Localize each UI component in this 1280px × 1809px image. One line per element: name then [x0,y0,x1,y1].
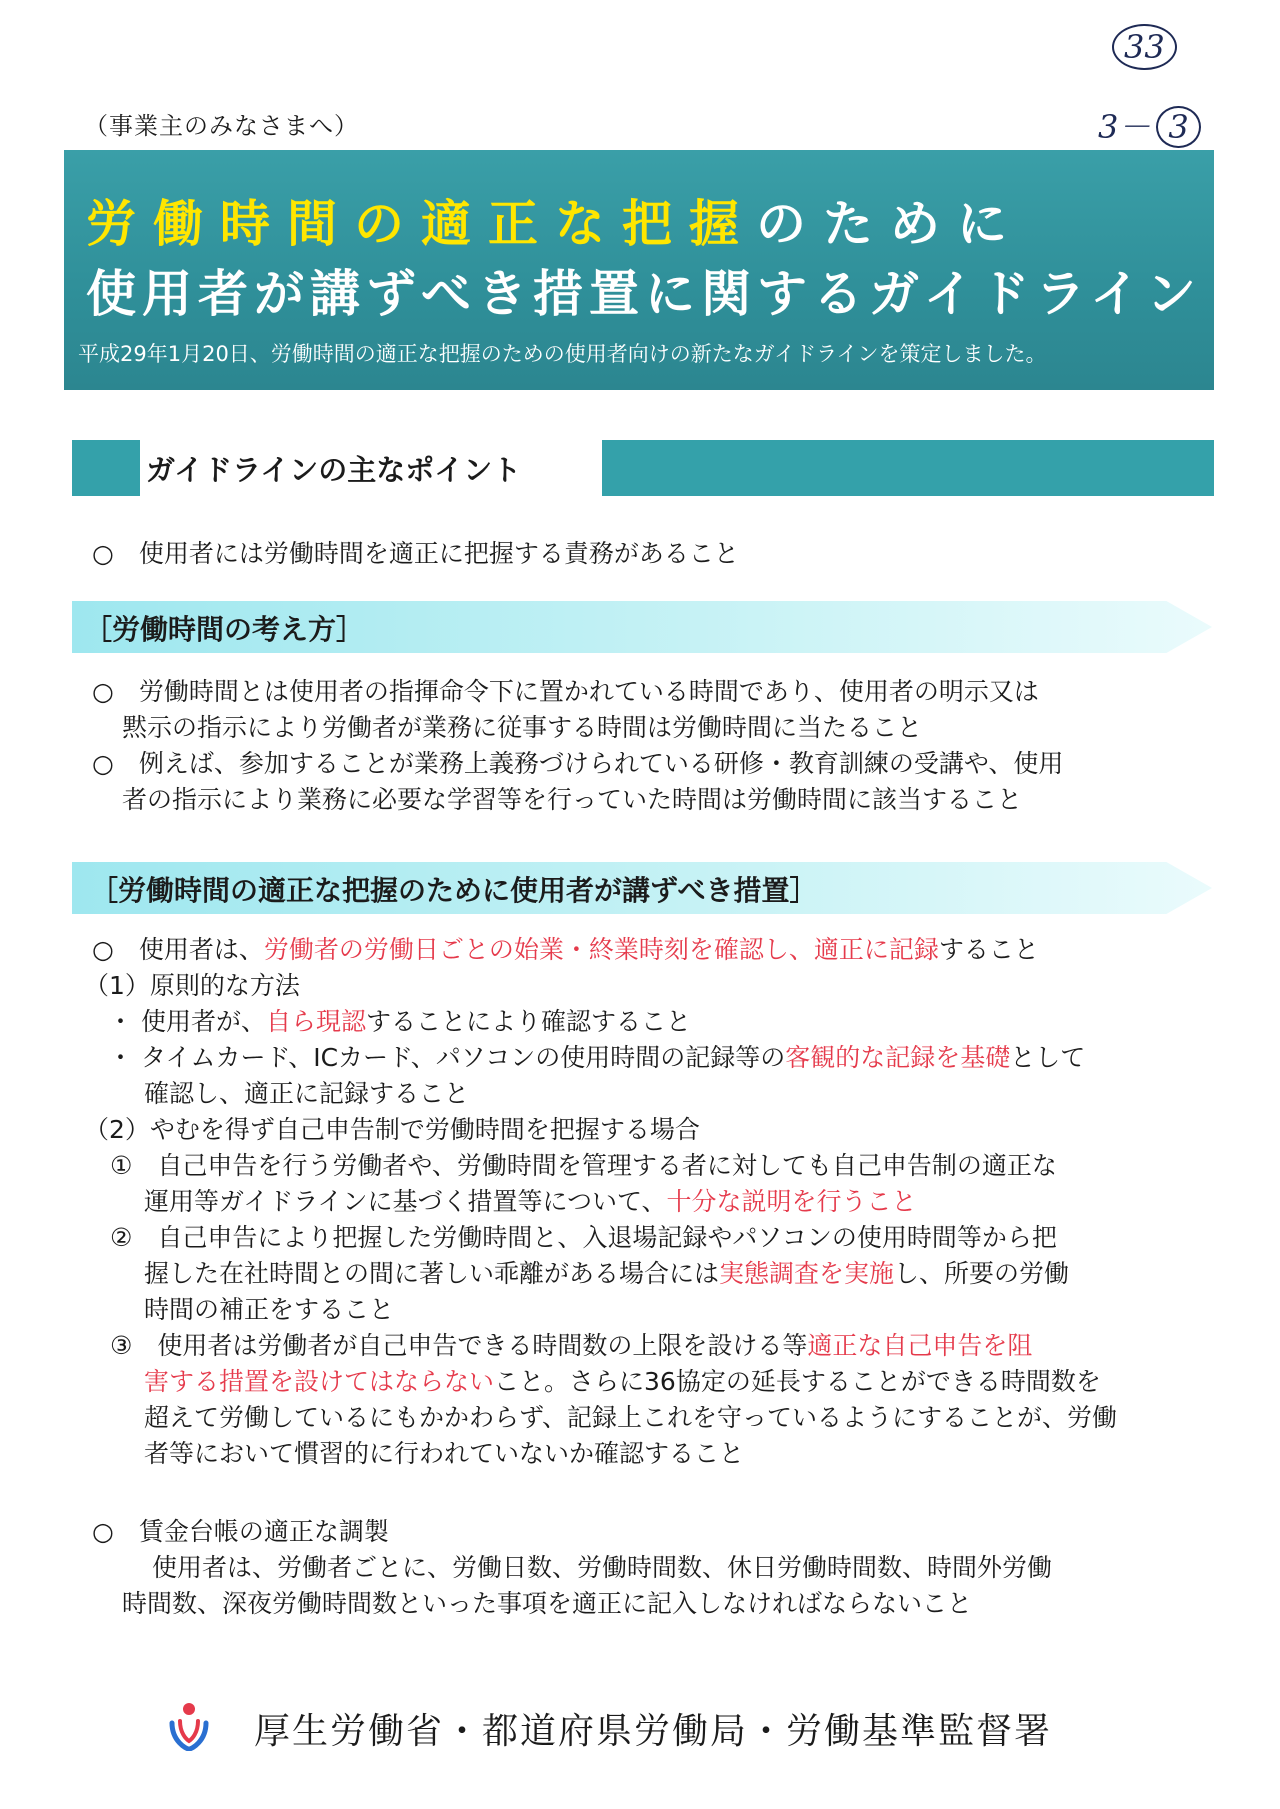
points-bar-right [602,440,1214,496]
points-bar-left [72,440,140,496]
handwritten-page-number: 33 [1112,24,1177,70]
concept-line: 黙示の指示により労働者が業務に従事する時間は労働時間に当たること [122,713,923,742]
measures-line: 握した在社時間との間に著しい乖離がある場合には実態調査を実施し、所要の労働 [144,1259,1070,1288]
banner-subtitle: 平成29年1月20日、労働時間の適正な把握のための使用者向けの新たなガイドラインを策定しました。 [78,342,1047,366]
handwritten-reference: 3－ 3 [1098,102,1201,148]
measures-line: ② 自己申告により把握した労働時間と、入退場記録やパソコンの使用時間等から把 [110,1223,1057,1252]
measures-line: 者等において慣習的に行われていないか確認すること [144,1439,745,1468]
section-heading-measures: ［労働時間の適正な把握のために使用者が講ずべき措置］ [90,874,818,907]
measures-line: ③ 使用者は労働者が自己申告できる時間数の上限を設ける等適正な自己申告を阻 [110,1331,1033,1360]
measures-line: ○ 使用者は、労働者の労働日ごとの始業・終業時刻を確認し、適正に記録すること [92,935,1039,964]
ministry-logo-icon [166,1701,212,1751]
wage-ledger-line: 時間数、深夜労働時間数といった事項を適正に記入しなければならないこと [122,1589,973,1618]
concept-line: 者の指示により業務に必要な学習等を行っていた時間は労働時間に該当すること [122,785,1023,814]
measures-line: （1）原則的な方法 [84,971,300,1000]
measures-line: ・ タイムカード、ICカード、パソコンの使用時間の記録等の客観的な記録を基礎として [108,1043,1086,1072]
measures-line: 時間の補正をすること [144,1295,395,1324]
measures-line: ① 自己申告を行う労働者や、労働時間を管理する者に対しても自己申告制の適正な [110,1151,1057,1180]
footer-issuer: 厚生労働省・都道府県労働局・労働基準監督署 [254,1711,1053,1752]
concept-line: ○ 例えば、参加することが業務上義務づけられている研修・教育訓練の受講や、使用 [92,749,1064,778]
wage-ledger-line: ○ 賃金台帳の適正な調製 [92,1517,389,1546]
measures-line: 確認し、適正に記録すること [144,1079,470,1108]
measures-line: 運用等ガイドラインに基づく措置等について、十分な説明を行うこと [144,1187,917,1216]
measures-line: ・ 使用者が、自ら現認することにより確認すること [108,1007,691,1036]
wage-ledger-line: 使用者は、労働者ごとに、労働日数、労働時間数、休日労働時間数、時間外労働 [152,1553,1053,1582]
points-heading: ガイドラインの主なポイント [146,453,522,487]
banner-title-line2: 使用者が講ずべき措置に関するガイドライン [86,265,1202,323]
measures-line: 害する措置を設けてはならないこと。さらに36協定の延長することができる時間数を [144,1367,1101,1396]
section-heading-concept: ［労働時間の考え方］ [84,613,365,646]
measures-line: 超えて労働しているにもかかわらず、記録上これを守っているようにすることが、労働 [144,1403,1118,1432]
measures-line: （2）やむを得ず自己申告制で労働時間を把握する場合 [84,1115,700,1144]
audience-label: （事業主のみなさまへ） [84,112,359,140]
concept-line: ○ 労働時間とは使用者の指揮命令下に置かれている時間であり、使用者の明示又は [92,677,1039,706]
point-item: ○ 使用者には労働時間を適正に把握する責務があること [92,539,739,568]
banner-title-line1: 労働時間の適正な把握のために [86,195,1024,253]
